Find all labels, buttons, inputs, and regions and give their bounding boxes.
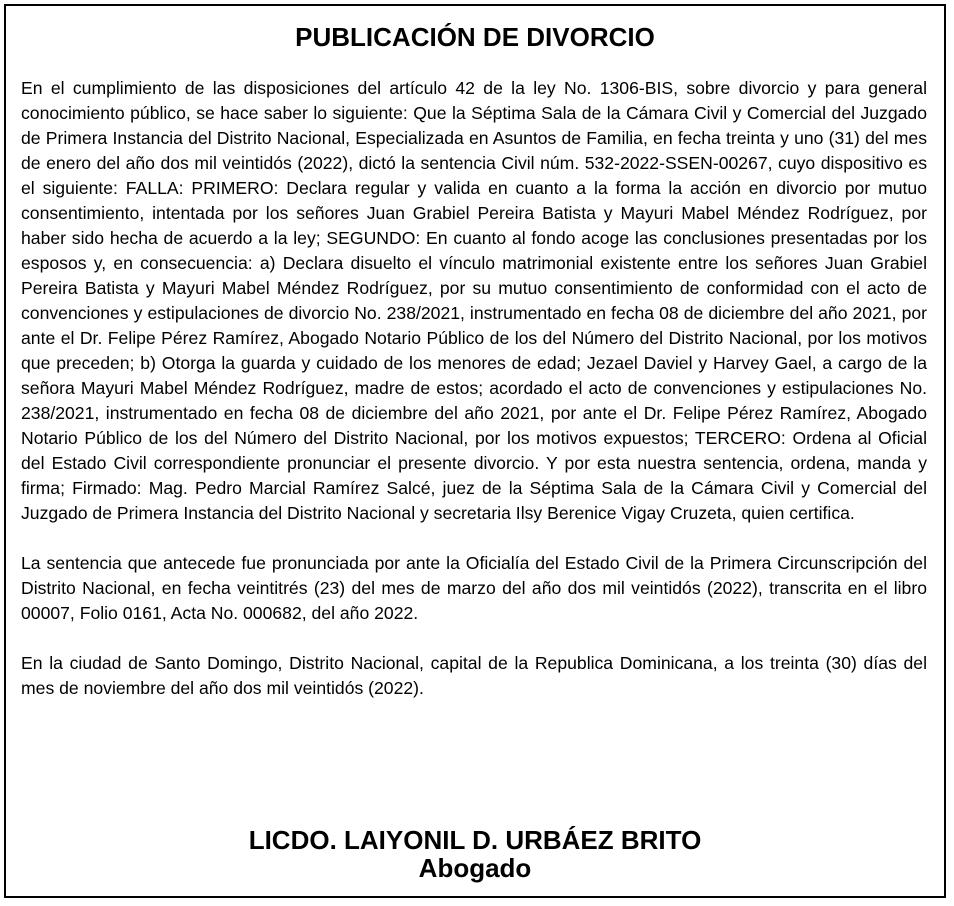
signatory-role: Abogado — [418, 853, 532, 883]
notice-title: PUBLICACIÓN DE DIVORCIO — [295, 22, 655, 52]
signatory-name: LICDO. LAIYONIL D. URBÁEZ BRITO — [248, 825, 702, 855]
paragraph-place-date: En la ciudad de Santo Domingo, Distrito Nacional, capital de la Republica Dominicana, a los treinta (30) días del mes de noviembre del año dos mil veintidós (2022). — [21, 653, 927, 698]
notice-body — [21, 76, 927, 726]
divorce-notice — [4, 4, 946, 898]
signature-block — [6, 826, 944, 882]
paragraph-ruling: En el cumplimiento de las disposiciones del artículo 42 de la ley No. 1306-BIS, sobre divorcio y para general conocimiento público, se hace saber lo siguiente: Que la Séptima Sala de la Cámara Civil y Comercial del Juzgado de Primera Instancia del Distrito Nacional, Especializada en Asuntos de Familia, en fecha treinta y uno (31) del mes de enero del año dos mil veintidós (2022), dictó la sentencia Civil núm. 532-2022-SSEN-00267, cuyo dispositivo es el siguiente: FALLA: PRIMERO: Declara regular y valida en cuanto a la forma la acción en divorcio por mutuo consentimiento, intentada por los señores Juan Grabiel Pereira Batista y Mayuri Mabel Méndez Rodríguez, por haber sido hecha de acuerdo a la ley; SEGUNDO: En cuanto al fondo acoge las conclusiones presentadas por los esposos y, en consecuencia: a) Declara disuelto el vínculo matrimonial existente entre los señores Juan Grabiel Pereira Batista y Mayuri Mabel Méndez Rodríguez, por su mutuo consentimiento de conformidad con el acto de convenciones y estipulaciones de divorcio No. 238/2021, instrumentado en fecha 08 de diciembre del año 2021, por ante el Dr. Felipe Pérez Ramírez, Abogado Notario Público de los del Número del Distrito Nacional, por los motivos que preceden; b) Otorga la guarda y cuidado de los menores de edad; Jezael Daviel y Harvey Gael, a cargo de la señora Mayuri Mabel Méndez Rodríguez, madre de estos; acordado el acto de convenciones y estipulaciones No. 238/2021, instrumentado en fecha 08 de diciembre del año 2021, por ante el Dr. Felipe Pérez Ramírez, Abogado Notario Público de los del Número del Distrito Nacional, por los motivos expuestos; TERCERO: Ordena al Oficial del Estado Civil correspondiente pronunciar el presente divorcio. Y por esta nuestra sentencia, ordena, manda y firma; Firmado: Mag. Pedro Marcial Ramírez Salcé, juez de la Séptima Sala de la Cámara Civil y Comercial del Juzgado de Primera Instancia del Distrito Nacional y secretaria Ilsy Berenice Vigay Cruzeta, quien certifica. — [21, 78, 927, 523]
paragraph-registration: La sentencia que antecede fue pronunciada por ante la Oficialía del Estado Civil de la Primera Circunscripción del Distrito Nacional, en fecha veintitrés (23) del mes de marzo del año dos mil veintidós (2022), transcrita en el libro 00007, Folio 0161, Acta No. 000682, del año 2022. — [21, 553, 927, 623]
